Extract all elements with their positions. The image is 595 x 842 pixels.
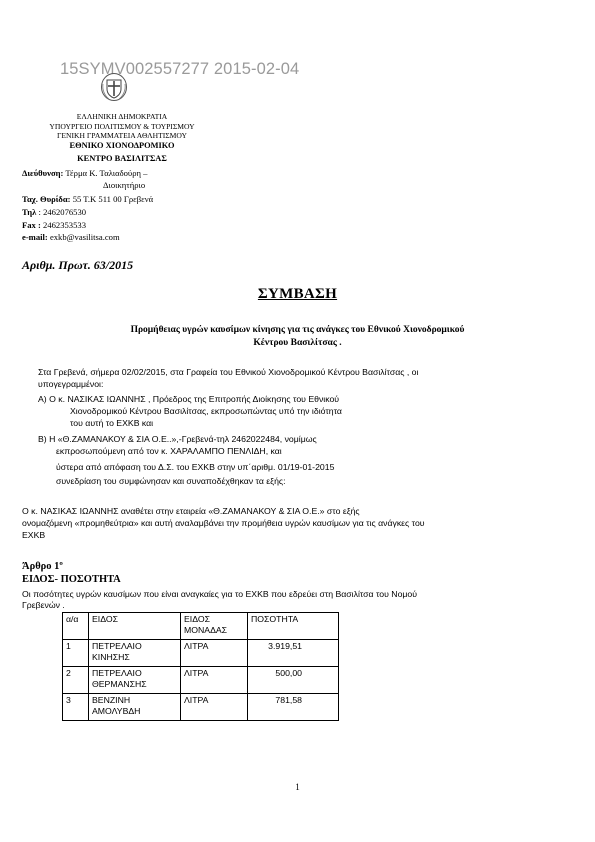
protocol-number: Αριθμ. Πρωτ. 63/2015 bbox=[22, 258, 134, 272]
column-header-posotita: ΠΟΣΟΤΗΤΑ bbox=[248, 613, 339, 640]
address-label: Διεύθυνση: bbox=[22, 168, 64, 178]
cell-aa: 1 bbox=[63, 640, 89, 667]
phone-line bbox=[22, 207, 86, 218]
table-row bbox=[63, 640, 339, 667]
phone-label: Τηλ bbox=[22, 207, 37, 217]
document-title: ΣΥΜΒΑΣΗ bbox=[257, 286, 338, 302]
party-b-line2: εκπροσωπούμενη από τον κ. ΧΑΡΑΛΑΜΠΟ ΠΕΝΛΙΔΗ, και bbox=[56, 446, 282, 456]
cell-aa: 2 bbox=[63, 667, 89, 694]
email-value: exkb@vasilitsa.com bbox=[49, 232, 120, 242]
party-a-line1: Α) Ο κ. ΝΑΣΙΚΑΣ ΙΩΑΝΝΗΣ , Πρόεδρος της Επιτροπής Διοίκησης του Εθνικού bbox=[38, 394, 340, 404]
subtitle-line2: Κέντρου Βασιλίτσας . bbox=[253, 338, 342, 348]
assignment-line2: ονομαζόμενη «προμηθεύτρια» και αυτή αναλαμβάνει την προμήθεια υγρών καυσίμων για τις ανάγκες του bbox=[22, 518, 425, 528]
column-header-eidos: ΕΙΔΟΣ bbox=[89, 613, 181, 640]
cell-eidos: ΒΕΝΖΙΝΗ ΑΜΟΛΥΒΔΗ bbox=[89, 694, 181, 721]
header-ministry: ΥΠΟΥΡΓΕΙΟ ΠΟΛΙΤΙΣΜΟΥ & ΤΟΥΡΙΣΜΟΥ bbox=[49, 122, 195, 131]
phone-value: : 2462076530 bbox=[38, 207, 87, 217]
article1-text-line2: Γρεβενών . bbox=[22, 600, 65, 610]
page-number: 1 bbox=[295, 782, 300, 792]
cell-monada: ΛΙΤΡΑ bbox=[181, 667, 248, 694]
article1-text-line1: Οι ποσότητες υγρών καυσίμων που είναι αναγκαίες για το ΕΧΚΒ που εδρεύει στη Βασιλίτσα του Νομού bbox=[22, 589, 417, 599]
header-org-line1: ΕΘΝΙΚΟ ΧΙΟΝΟΔΡΟΜΙΚΟ bbox=[69, 141, 175, 150]
header-secretariat: ΓΕΝΙΚΗ ΓΡΑΜΜΑΤΕΙΑ ΑΘΛΗΤΙΣΜΟΥ bbox=[56, 131, 188, 140]
postal-label: Ταχ. Θυρίδα: bbox=[22, 194, 71, 204]
column-header-monada: ΕΙΔΟΣ ΜΟΝΑΔΑΣ bbox=[181, 613, 248, 640]
postal-line bbox=[22, 194, 153, 205]
header-org-line2: ΚΕΝΤΡΟ ΒΑΣΙΛΙΤΣΑΣ bbox=[77, 154, 167, 163]
greek-coat-of-arms-icon bbox=[100, 72, 128, 102]
cell-monada: ΛΙΤΡΑ bbox=[181, 694, 248, 721]
email-label: e-mail: bbox=[22, 232, 48, 242]
email-line bbox=[22, 232, 120, 243]
party-b-line3: ύστερα από απόφαση του Δ.Σ. του ΕΧΚΒ στην υπ΄αριθμ. 01/19-01-2015 bbox=[56, 462, 335, 472]
table-row bbox=[63, 667, 339, 694]
intro-line1: Στα Γρεβενά, σήμερα 02/02/2015, στα Γραφεία του Εθνικού Χιονοδρομικού Κέντρου Βασιλίτσας , οι bbox=[38, 367, 419, 377]
article1-heading: Άρθρο 1º bbox=[22, 561, 63, 572]
fax-value: 2462353533 bbox=[43, 220, 86, 230]
cell-aa: 3 bbox=[63, 694, 89, 721]
header-country: ΕΛΛΗΝΙΚΗ ΔΗΜΟΚΡΑΤΙΑ bbox=[76, 112, 168, 121]
cell-monada: ΛΙΤΡΑ bbox=[181, 640, 248, 667]
fax-label: Fax : bbox=[22, 220, 41, 230]
party-a-line2: Χιονοδρομικού Κέντρου Βασιλίτσας, εκπροσωπώντας υπό την ιδιότητα bbox=[70, 406, 342, 416]
fuel-quantity-table bbox=[62, 612, 339, 721]
postal-value: 55 Τ.Κ 511 00 Γρεβενά bbox=[72, 194, 154, 204]
assignment-line1: Ο κ. ΝΑΣΙΚΑΣ ΙΩΑΝΝΗΣ αναθέτει στην εταιρεία «Θ.ΖΑΜΑΝΑΚΟΥ & ΣΙΑ Ο.Ε.» στο εξής bbox=[22, 506, 360, 516]
intro-line2: υπογεγραμμένοι: bbox=[38, 379, 104, 389]
table-header-row bbox=[63, 613, 339, 640]
column-header-aa: α/α bbox=[63, 613, 89, 640]
address-line bbox=[22, 168, 147, 179]
party-b-line1: Β) Η «Θ.ΖΑΜΑΝΑΚΟΥ & ΣΙΑ Ο.Ε..»,-Γρεβενά-τηλ 2462022484, νομίμως bbox=[38, 434, 317, 444]
address-value-2: Διοικητήριο bbox=[103, 180, 146, 190]
fax-line bbox=[22, 220, 86, 231]
cell-qty: 3.919,51 bbox=[248, 640, 339, 667]
party-a-line3: του αυτή το ΕΧΚΒ και bbox=[70, 418, 154, 428]
cell-eidos: ΠΕΤΡΕΛΑΙΟ ΘΕΡΜΑΝΣΗΣ bbox=[89, 667, 181, 694]
address-value: Τέρμα Κ. Ταλιαδούρη – bbox=[65, 168, 148, 178]
document-stamp-id: 15SYMV002557277 2015-02-04 bbox=[60, 60, 300, 78]
cell-qty: 781,58 bbox=[248, 694, 339, 721]
article1-subheading: ΕΙΔΟΣ- ΠΟΣΟΤΗΤΑ bbox=[22, 574, 121, 585]
assignment-line3: ΕΧΚΒ bbox=[22, 530, 46, 540]
table-row bbox=[63, 694, 339, 721]
cell-eidos: ΠΕΤΡΕΛΑΙΟ ΚΙΝΗΣΗΣ bbox=[89, 640, 181, 667]
subtitle-line1: Προμήθειας υγρών καυσίμων κίνησης για τις ανάγκες του Εθνικού Χιονοδρομικού bbox=[130, 325, 465, 335]
cell-qty: 500,00 bbox=[248, 667, 339, 694]
party-b-line4: συνεδρίαση του συμφώνησαν και συναποδέχθηκαν τα εξής: bbox=[56, 476, 286, 486]
